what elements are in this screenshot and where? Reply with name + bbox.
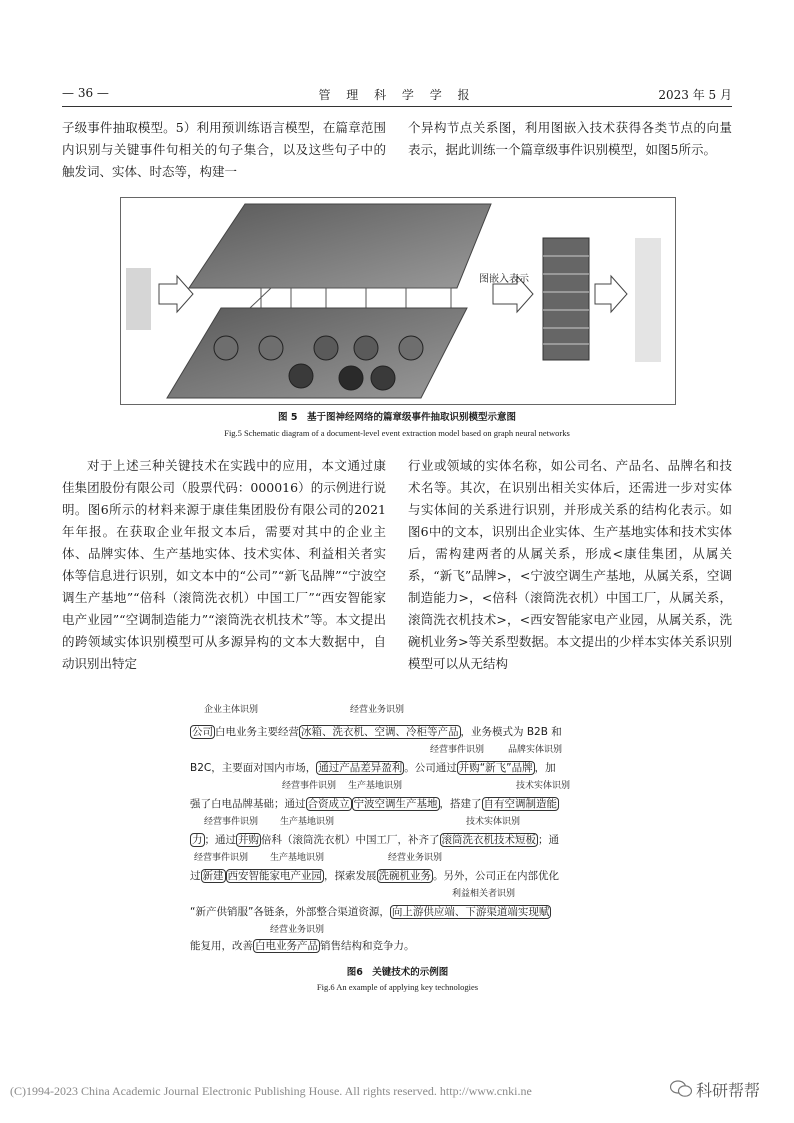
annotation-label: 经营业务识别 [388,853,443,863]
right-top-paragraph: 个异构节点关系图，利用图嵌入技术获得各类节点的向量表示，据此训练一个篇章级事件识别模型，如图5所示。 [408,120,732,157]
figure-5-diagram [121,198,675,404]
example-line: 力 ；通过 并购 倍科（滚筒洗衣机）中国工厂，补齐了 滚筒洗衣机技术短板 ；通 [192,834,559,846]
figure-5 [120,197,676,405]
left-top-paragraph: 子级事件抽取模型。5）利用预训练语言模型，在篇章范围内识别与关键事件句相关的句子集合，以及这些句子中的触发词、实体、时态等，构建一 [62,120,386,179]
graph-node [339,366,363,390]
example-line: “新产供销服”各链条，外部整合渠道资源， 向上游供应端、下游渠道端实现赋 [190,906,550,918]
watermark [670,1074,780,1104]
annotation-label: 品牌实体识别 [508,745,563,755]
output-block [635,238,661,362]
issue-date: 2023 年 5 月 [658,88,732,102]
top-plane [189,204,491,288]
graph-node [399,336,423,360]
annotation-label: 经营事件识别 [194,853,249,863]
entity-box: 向上游供应端、下游渠道端实现赋 [391,906,550,918]
annotation-label: 经营事件识别 [204,817,259,827]
graph-node [289,364,313,388]
graph-node [214,336,238,360]
annotation-label: 利益相关者识别 [452,889,516,899]
annotation-label: 企业主体识别 [204,705,259,715]
graph-node [259,336,283,360]
journal-title: 管 理 科 学 学 报 [318,88,476,102]
watermark-text: 科研帮帮 [696,1081,761,1100]
arrow-right-icon [159,276,193,312]
right-body-paragraph: 行业或领域的实体名称，如公司名、产品名、品牌名和技术名等。其次，在识别出相关实体后，还需进一步对实体与实体间的关系进行识别，并形成关系的结构化表示。如图6中的文本，识别出企业实体、生产基地实体和技术实体后，需构建两者的从属关系，形成<康佳集团，从属关系，“新飞”品牌>，<宁波空调生产基地，从属关系，空调制造能力>，<倍科（滚筒洗衣机）中国工厂，从属关系，滚筒洗衣机技术>，<西安智能家电产业园，从属关系，洗碗机业务>等关系型数据。本文提出的少样本实体关系识别模型可以从无结构 [408,458,732,671]
wechat-icon [670,1080,692,1098]
annotation-label: 生产基地识别 [280,817,335,827]
annotation-label: 生产基地识别 [270,853,325,863]
annotation-label: 经营业务识别 [350,705,405,715]
example-line: 强了白电品牌基础；通过 合资成立 宁波空调生产基地 ，搭建了 自有空调制造能 [190,798,557,810]
copyright-footer: (C)1994-2023 China Academic Journal Electronic Publishing House. All rights reserved. http://www.cnki.ne [10,1084,532,1098]
figure-6-caption-cn: 图6 关键技术的示例图 [346,967,449,978]
entity-box: 西安智能家电产业园 [227,870,322,882]
figure-6 [190,700,605,955]
annotation-label: 经营事件识别 [430,745,485,755]
example-line: 过 新建 西安智能家电产业园 ，探索发展 洗碗机业务 。另外，公司正在内部优化 [190,870,559,882]
running-header [62,86,732,106]
example-line: 公司 白电业务主要经营 冰箱、洗衣机、空调、冷柜等产品 ，业务模式为 B2B 和 [192,726,562,738]
entity-box: 并购“新飞”品牌 [458,762,533,774]
figure-5-caption-cn: 图 5 基于图神经网络的篇章级事件抽取识别模型示意图 [278,412,516,423]
annotation-label: 经营业务识别 [270,925,325,935]
entity-box: 新建 [202,870,224,882]
graph-node [354,336,378,360]
embedding-label: 图嵌入表示 [479,274,529,285]
arrow-right-icon [595,276,627,312]
annotation-label: 生产基地识别 [348,781,403,791]
entity-box: 冰箱、洗衣机、空调、冷柜等产品 [301,726,459,738]
graph-node [371,366,395,390]
connector-strip [261,288,451,308]
entity-box: 通过产品差异盈利 [318,762,403,774]
annotation-label: 技术实体识别 [466,817,521,827]
graph-node [314,336,338,360]
left-body-paragraph: 对于上述三种关键技术在实践中的应用，本文通过康佳集团股份有限公司（股票代码：000016）的示例进行说明。图6所示的材料来源于康佳集团股份有限公司的2021年年报。在获取企业年报文本后，需要对其中的企业主体、品牌实体、生产基地实体、技术实体、利益相关者实体等信息进行识别，如文本中的“公司”“新飞品牌”“宁波空调生产基地”“倍科（滚筒洗衣机）中国工厂”“西安智能家电产业园”“空调制造能力”“滚筒洗衣机技术”等。本文提出的跨领域实体识别模型可从多源异构的文本大数据中，自动识别出特定 [62,458,386,671]
annotation-label: 经营事件识别 [282,781,337,791]
entity-box: 滚筒洗衣机技术短板 [441,834,536,846]
entity-box: 自有空调制造能 [483,798,557,810]
page-number: — 36 — [62,86,109,100]
entity-box: 并购 [238,834,259,846]
entity-box: 宁波空调生产基地 [353,798,438,810]
annotation-label: 技术实体识别 [516,781,571,791]
input-block [126,268,151,330]
entity-box: 合资成立 [307,798,350,810]
figure-6-caption-en: Fig.6 An example of applying key technologies [316,982,479,992]
entity-box: 力 [192,834,203,846]
header-rule [62,106,732,107]
entity-box: 白电业务产品 [255,940,318,952]
entity-box: 公司 [192,726,213,738]
example-line: 能复用，改善 白电业务产品 销售结构和竞争力。 [190,940,415,952]
figure-5-caption-en: Fig.5 Schematic diagram of a document-level event extraction model based on graph neural networks [224,428,570,438]
entity-box: 洗碗机业务 [378,870,431,882]
example-line: B2C，主要面对国内市场， 通过产品差异盈利 。公司通过 并购“新飞”品牌 ，加 [190,762,556,774]
